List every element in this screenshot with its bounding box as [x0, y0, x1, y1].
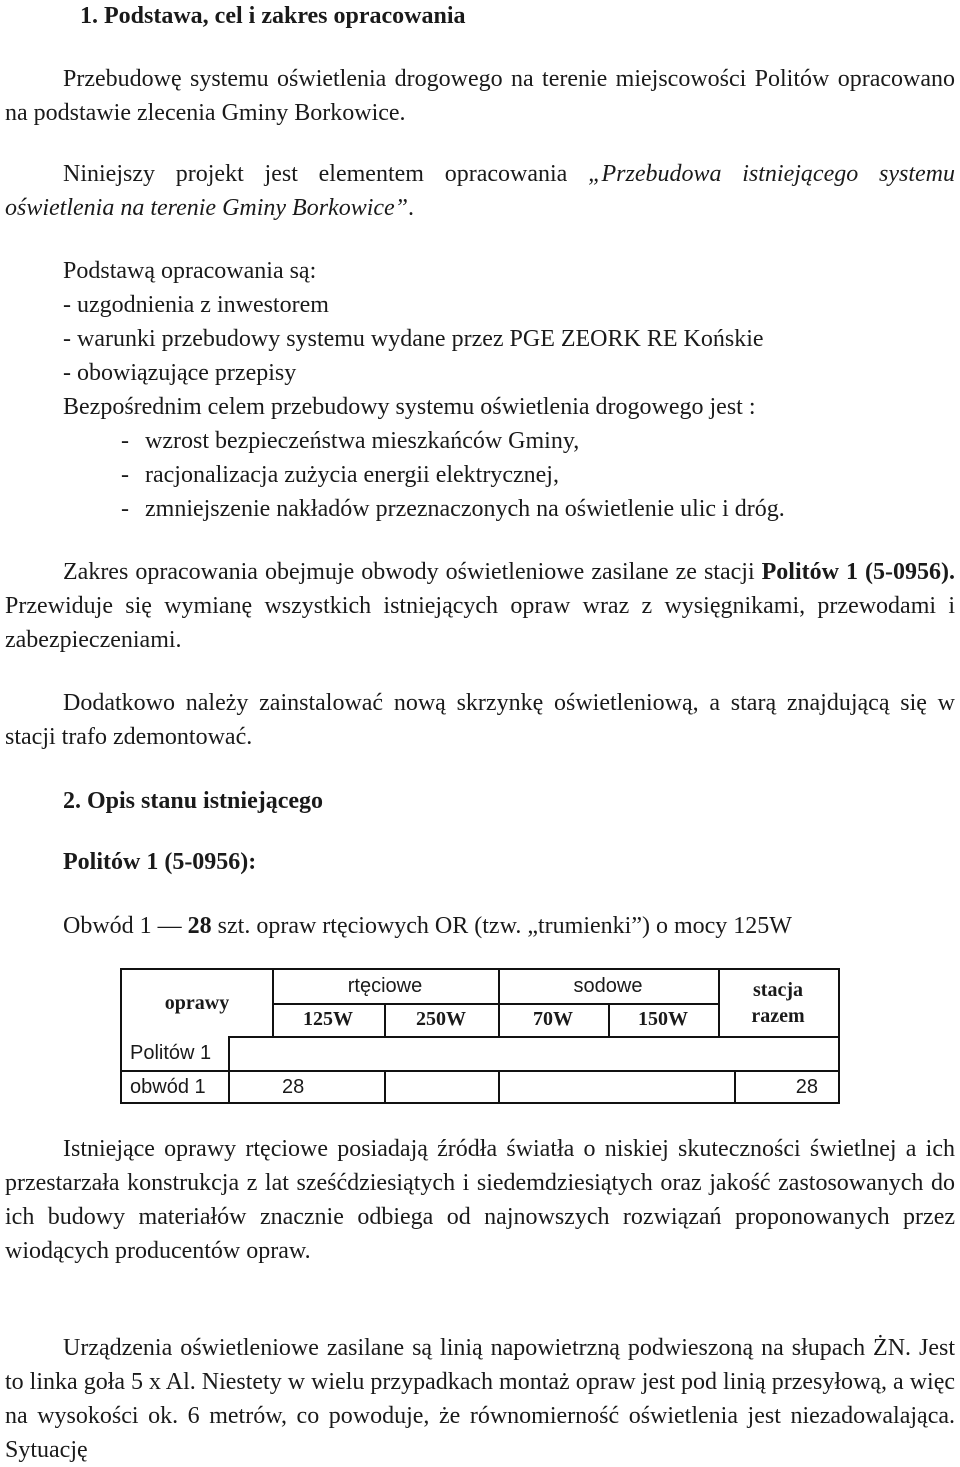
section-2-heading: 2. Opis stanu istniejącego [63, 788, 324, 814]
circuit-suffix: szt. opraw rtęciowych OR (tzw. „trumienki”) o mocy 125W [211, 913, 792, 939]
circuit-count: 28 [187, 913, 212, 939]
table-header-oprawy: oprawy [164, 991, 230, 1014]
basis-title: Podstawą opracowania są: [63, 258, 317, 284]
paragraph-project-element [5, 157, 955, 225]
goal-item-text: racjonalizacja zużycia energii elektrycznej, [145, 462, 559, 488]
section-1-heading: 1. Podstawa, cel i zakres opracowania [80, 3, 466, 29]
basis-item: - warunki przebudowy systemu wydane przez PGE ZEORK RE Końskie [63, 326, 764, 352]
table-cell-250w [384, 1070, 498, 1104]
project-title-italic: „Przebudowa istniejącego systemu oświetlenia na terenie Gminy Borkowice” [5, 161, 956, 221]
paragraph-project-suffix: . [408, 195, 415, 221]
paragraph-existing-luminaires: Istniejące oprawy rtęciowe posiadają źródła światła o niskiej skuteczności świetlnej a ich przestarzała konstrukcja z lat sześćdziesiątych i siedemdziesiątych oraz jakość zastosowanych do ich budowy materiałów znacznie odbiega od najnowszych rozwiązań proponowanych przez wiodących producentów opraw. [5, 1136, 955, 1264]
paragraph-scope [5, 555, 955, 657]
goal-item-text: wzrost bezpieczeństwa mieszkańców Gminy, [145, 428, 580, 454]
table-subheader-125w: 125W [303, 1008, 353, 1030]
goal-item: - wzrost bezpieczeństwa mieszkańców Gminy, [121, 428, 580, 454]
station-heading: Politów 1 (5-0956): [63, 849, 257, 875]
basis-list [63, 254, 955, 526]
table-row-label: obwód 1 [130, 1075, 206, 1098]
table-subheader-70w: 70W [533, 1008, 573, 1030]
circuit-dash: — [157, 913, 182, 939]
basis-item: - uzgodnienia z inwestorem [63, 292, 329, 318]
goal-title: Bezpośrednim celem przebudowy systemu oświetlenia drogowego jest : [63, 394, 756, 420]
scope-station-bold: Politów 1 (5-0956). [761, 559, 955, 585]
paragraph-basis-intro: Przebudowę systemu oświetlenia drogowego na terenie miejscowości Politów opracowano na podstawie zlecenia Gminy Borkowice. [5, 66, 955, 126]
table-row-station: Politów 1 [130, 1041, 212, 1064]
goal-item: - zmniejszenie nakładów przeznaczonych na oświetlenie ulic i dróg. [121, 496, 785, 522]
table-cell-125w: 28 [282, 1075, 305, 1098]
paragraph-devices: Urządzenia oświetleniowe zasilane są linią napowietrzną podwieszoną na słupach ŻN. Jest to linka goła 5 x Al. Niestety w wielu przypadkach montaż opraw jest pod linią przesyłową, a więc na wysokości ok. 6 metrów, co powoduje, że równomierność oświetlenia jest niezadowalająca. Sytuację [5, 1335, 955, 1463]
scope-suffix: Przewiduje się wymianę wszystkich istniejących opraw wraz z wysięgnikami, przewodami i zabezpieczeniami. [5, 593, 955, 653]
table-header-razem: razem [751, 1005, 805, 1027]
table-header-rteciowe: rtęciowe [347, 975, 423, 997]
table-cell-total: 28 [795, 1075, 818, 1098]
scope-prefix: Zakres opracowania obejmuje obwody oświetleniowe zasilane ze stacji [63, 559, 762, 585]
goal-item: - racjonalizacja zużycia energii elektrycznej, [121, 462, 559, 488]
circuit-prefix: Obwód 1 [63, 913, 158, 939]
table-subheader-250w: 250W [416, 1008, 466, 1030]
table-cell-sodowe [498, 1070, 734, 1104]
luminaires-table [120, 968, 840, 1104]
circuit-line [63, 909, 955, 943]
table-header-stacja-razem [718, 970, 838, 1036]
goal-item-text: zmniejszenie nakładów przeznaczonych na oświetlenie ulic i dróg. [145, 496, 785, 522]
basis-item: - obowiązujące przepisy [63, 360, 297, 386]
table-subheader-150w: 150W [638, 1008, 688, 1030]
table-header-stacja: stacja [753, 979, 803, 1001]
paragraph-extra: Dodatkowo należy zainstalować nową skrzynkę oświetleniową, a starą znajdującą się w stacji trafo zdemontować. [5, 690, 955, 750]
table-header-sodowe: sodowe [573, 975, 643, 997]
paragraph-project-prefix: Niniejszy projekt jest elementem opracowania [63, 161, 589, 187]
